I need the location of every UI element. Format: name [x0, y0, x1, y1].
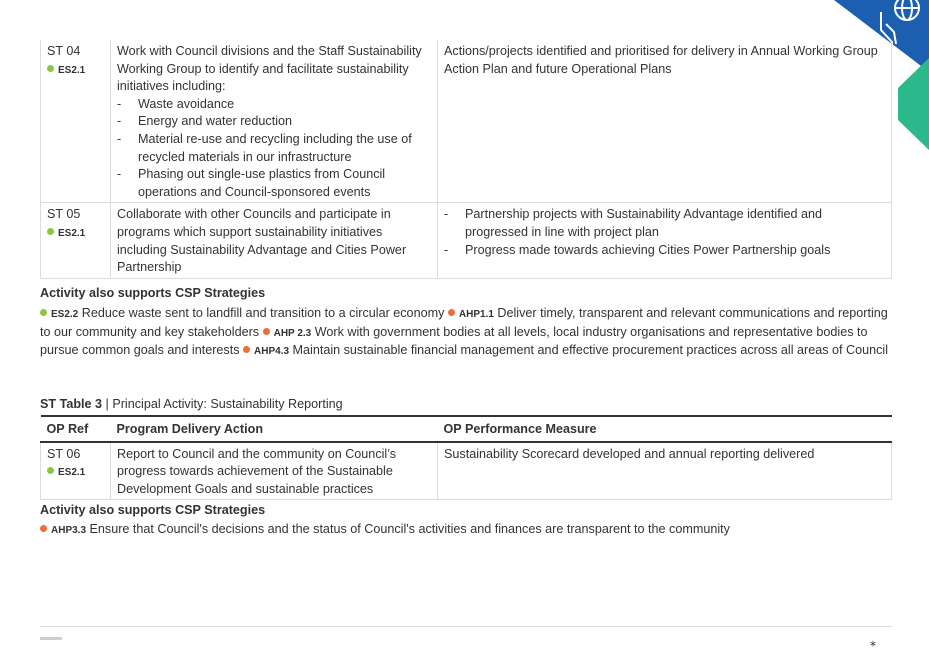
orange-dot-icon	[263, 328, 270, 335]
column-header-op-ref: OP Ref	[41, 416, 111, 442]
table-header-row	[41, 416, 892, 442]
strategy-tag: ES2.1	[58, 467, 86, 479]
strategy-tag: ES2.1	[58, 64, 86, 76]
list-item: - Waste avoidance	[117, 96, 431, 114]
orange-dot-icon	[40, 525, 47, 532]
table-caption-text: | Principal Activity: Sustainability Reporting	[102, 397, 343, 411]
orange-dot-icon	[448, 309, 455, 316]
green-dot-icon	[47, 228, 54, 235]
action-bullet-list	[117, 96, 431, 202]
delivery-action-cell	[111, 40, 438, 203]
strategy-text: Maintain sustainable financial management and effective procurement practices across all areas of Council	[292, 343, 889, 358]
table-row	[41, 203, 892, 278]
table-row	[41, 40, 892, 203]
strategy-tag: AHP3.3	[51, 525, 87, 536]
csp-strategies-paragraph	[40, 521, 892, 540]
strategy-tag: AHP 2.3	[273, 327, 312, 339]
delivery-action-cell: Collaborate with other Councils and participate in programs which support sustainability initiatives including Sustainability Advantage and Cities Power Partnership	[111, 203, 438, 278]
table-caption-label: ST Table 3	[40, 397, 103, 411]
page-number-stub	[40, 637, 62, 640]
performance-measure-cell	[438, 203, 892, 278]
csp-heading: Activity also supports CSP Strategies	[40, 286, 266, 300]
op-ref-cell	[41, 442, 111, 500]
op-ref-cell	[41, 203, 111, 278]
list-item: - Phasing out single-use plastics from Council operations and Council-sponsored events	[117, 166, 431, 201]
list-item: - Partnership projects with Sustainability Advantage identified and progressed in line with project plan	[444, 206, 885, 241]
list-item: - Energy and water reduction	[117, 113, 431, 131]
strategy-tag: ES2.2	[51, 309, 79, 320]
measure-bullet-list	[444, 206, 885, 259]
green-dot-icon	[47, 65, 54, 72]
corner-teal-shape	[898, 58, 929, 150]
op-ref-cell	[41, 40, 111, 203]
green-dot-icon	[47, 467, 54, 474]
strategy-text: Ensure that Council's decisions and the status of Council's activities and finances are transparent to the community	[89, 522, 730, 536]
strategy-tag: ES2.1	[58, 227, 86, 239]
strategy-text: Deliver timely, transparent and relevant communications and reporting to our community and key stakeholders	[40, 306, 888, 339]
footer-divider	[40, 626, 892, 627]
green-dot-icon	[40, 309, 47, 316]
delivery-action-cell: Report to Council and the community on Council’s progress towards achievement of the Sustainable Development Goals and sustainable practices	[111, 442, 438, 500]
csp-strategies-paragraph	[40, 305, 892, 361]
strategy-table-2	[40, 40, 892, 279]
action-intro: Work with Council divisions and the Staff Sustainability Working Group to identify and facilitate sustainability initiatives including:	[117, 44, 422, 94]
performance-measure-cell: Actions/projects identified and prioritised for delivery in Annual Working Group Action Plan and future Operational Plans	[438, 40, 892, 203]
performance-measure-cell: Sustainability Scorecard developed and annual reporting delivered	[438, 442, 892, 500]
strategy-text: Work with government bodies at all levels, local industry organisations and representative bodies to pursue common goals and interests	[40, 324, 868, 358]
footer-logo-icon: ⁎	[870, 635, 876, 649]
table-caption	[40, 396, 343, 414]
list-item: - Progress made towards achieving Cities Power Partnership goals	[444, 242, 885, 260]
strategy-text: Reduce waste sent to landfill and transition to a circular economy	[81, 306, 445, 320]
column-header-performance-measure: OP Performance Measure	[438, 416, 892, 442]
list-item: - Material re-use and recycling including the use of recycled materials in our infrastructure	[117, 131, 431, 166]
strategy-tag: AHP1.1	[458, 309, 494, 320]
table-row	[41, 442, 892, 500]
csp-heading: Activity also supports CSP Strategies	[40, 503, 266, 517]
strategy-table-3	[40, 415, 892, 500]
strategy-tag: AHP4.3	[254, 346, 290, 358]
op-ref: ST 05	[47, 207, 81, 222]
op-ref: ST 04	[47, 44, 81, 58]
orange-dot-icon	[243, 346, 250, 353]
column-header-delivery-action: Program Delivery Action	[111, 416, 438, 442]
op-ref: ST 06	[47, 446, 81, 461]
